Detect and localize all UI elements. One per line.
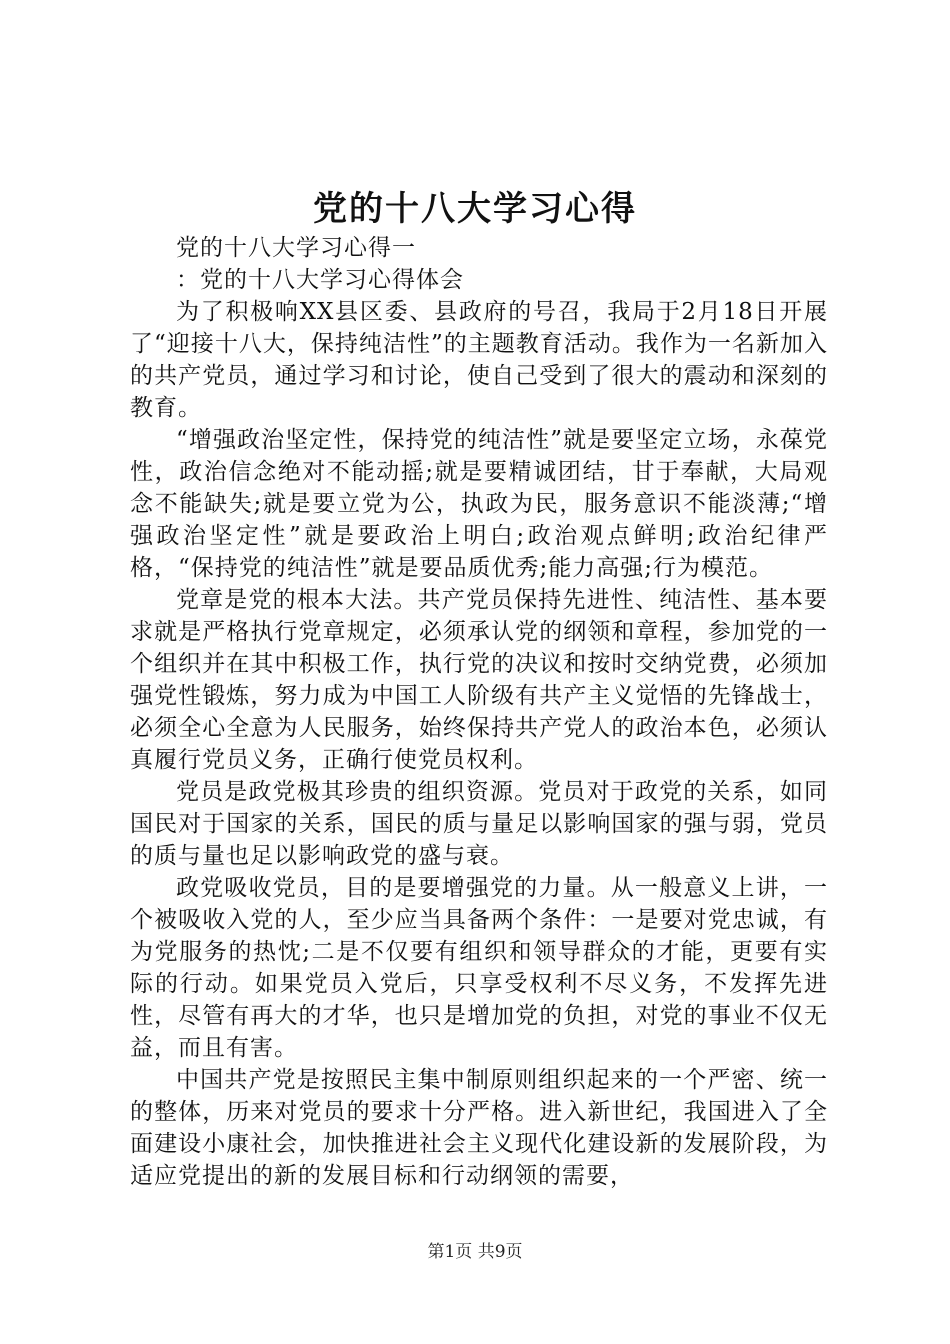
paragraph-subtitle-2: ：党的十八大学习心得体会 <box>176 267 464 293</box>
paragraph: 政党吸收党员，目的是要增强党的力量。从一般意义上讲，一个被吸收入党的人，至少应当具备两个条件：一是要对党忠诚，有为党服务的热忱;二是不仅要有组织和领导群众的才能，更要有实际的行动。如果党员入党后，只享受权利不尽义务，不发挥先进性，尽管有再大的才华，也只是增加党的负担，对党的事业不仅无益，而且有害。 <box>130 875 828 1061</box>
paragraph-subtitle-1: 党的十八大学习心得一 <box>176 235 416 261</box>
paragraph: 中国共产党是按照民主集中制原则组织起来的一个严密、统一的整体，历来对党员的要求十分严格。进入新世纪，我国进入了全面建设小康社会，加快推进社会主义现代化建设新的发展阶段，为适应党提出的新的发展目标和行动纲领的需要， <box>130 1067 828 1189</box>
paragraph: “增强政治坚定性，保持党的纯洁性”就是要坚定立场，永葆党性，政治信念绝对不能动摇;就是要精诚团结，甘于奉献，大局观念不能缺失;就是要立党为公，执政为民，服务意识不能淡薄;“增强政治坚定性”就是要政治上明白;政治观点鲜明;政治纪律严格，“保持党的纯洁性”就是要品质优秀;能力高强;行为模范。 <box>130 427 828 581</box>
document-body <box>130 232 828 1192</box>
paragraph: 为了积极响XX县区委、县政府的号召，我局于2月18日开展了“迎接十八大，保持纯洁性”的主题教育活动。我作为一名新加入的共产党员，通过学习和讨论，使自己受到了很大的震动和深刻的教育。 <box>130 299 828 421</box>
page-footer: 第1页 共9页 <box>427 1242 523 1262</box>
paragraph: 党员是政党极其珍贵的组织资源。党员对于政党的关系，如同国民对于国家的关系，国民的质与量足以影响国家的强与弱，党员的质与量也足以影响政党的盛与衰。 <box>130 779 828 869</box>
document-title: 党的十八大学习心得 <box>313 189 637 229</box>
paragraph: 党章是党的根本大法。共产党员保持先进性、纯洁性、基本要求就是严格执行党章规定，必须承认党的纲领和章程，参加党的一个组织并在其中积极工作，执行党的决议和按时交纳党费，必须加强党性锻炼，努力成为中国工人阶级有共产主义觉悟的先锋战士，必须全心全意为人民服务，始终保持共产党人的政治本色，必须认真履行党员义务，正确行使党员权利。 <box>130 587 828 773</box>
